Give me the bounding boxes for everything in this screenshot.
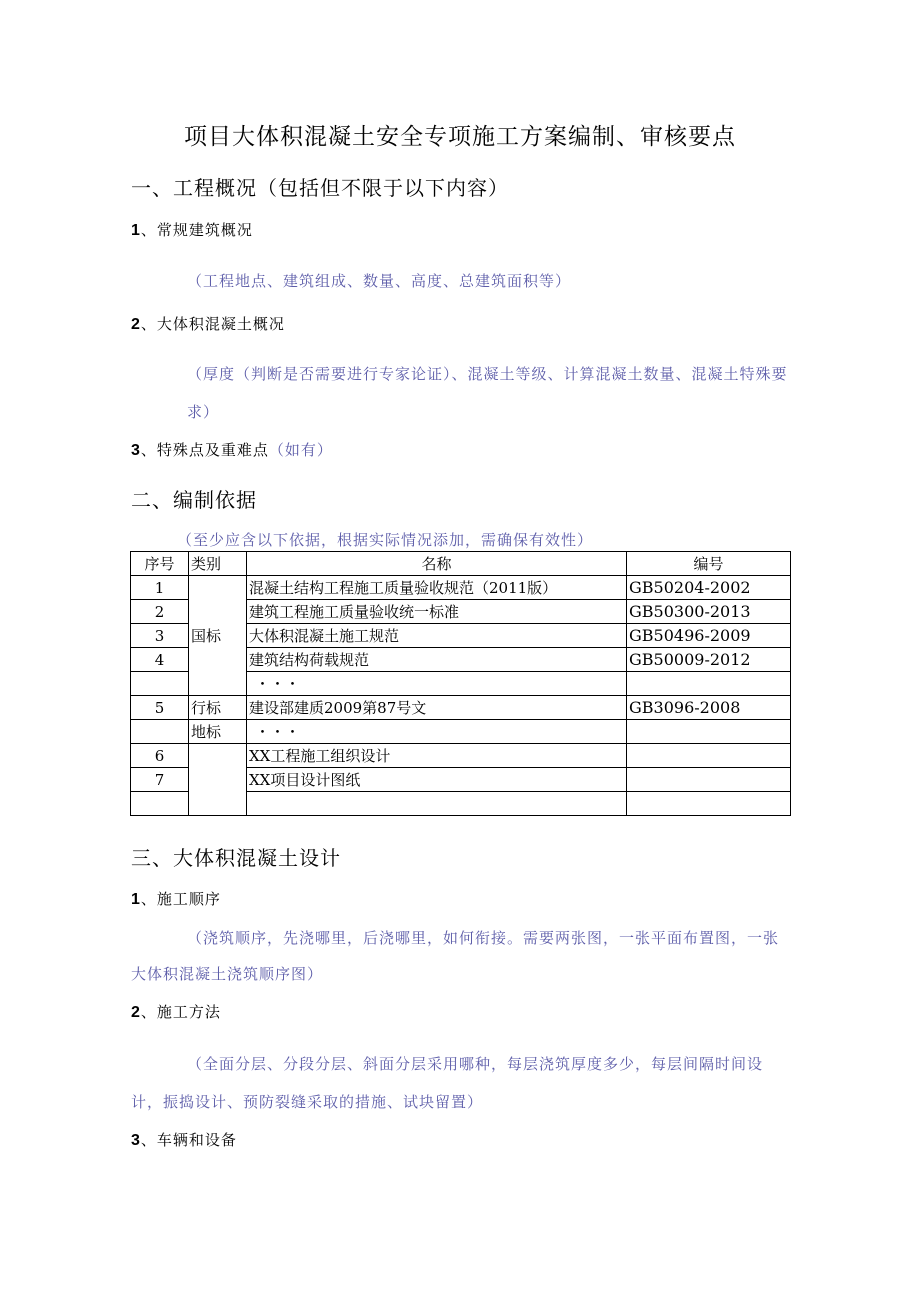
category-cell: 行标 (189, 696, 247, 720)
item-number: 2 (131, 316, 141, 333)
table-cell: GB50496-2009 (627, 624, 791, 648)
section-3-heading: 三、大体积混凝土设计 (131, 846, 341, 870)
section-3-item-2 (131, 1001, 221, 1022)
table-row (131, 696, 791, 720)
table-cell (131, 672, 189, 696)
item-label: 、大体积混凝土概况 (140, 315, 285, 333)
table-cell: GB50204-2002 (627, 576, 791, 600)
header-cell: 类别 (189, 552, 247, 576)
table-header-row (131, 552, 791, 576)
item-label: 、施工顺序 (140, 890, 221, 908)
table-cell (247, 792, 627, 816)
section-3-item-1 (131, 888, 221, 909)
section-1-item-2-note: （厚度（判断是否需要进行专家论证）、混凝土等级、计算混凝土数量、混凝土特殊要求） (187, 365, 788, 421)
section-3-item-2-note: （全面分层、分段分层、斜面分层采用哪种，每层浇筑厚度多少，每层间隔时间设计，振捣设计、预防裂缝采取的措施、试块留置） (131, 1055, 764, 1111)
table-cell: GB3096-2008 (627, 696, 791, 720)
table-cell: 建设部建质2009第87号文 (247, 696, 627, 720)
section-3-item-1-note: （浇筑顺序，先浇哪里，后浇哪里，如何衔接。需要两张图，一张平面布置图，一张大体积混凝土浇筑顺序图） (131, 929, 780, 983)
section-1-item-2 (131, 313, 285, 334)
table-cell: GB50009-2012 (627, 648, 791, 672)
table-cell (627, 744, 791, 768)
table-cell: GB50300-2013 (627, 600, 791, 624)
item-number: 1 (131, 891, 141, 908)
item-number: 3 (131, 1132, 141, 1149)
table-row (131, 744, 791, 768)
table-cell: 4 (131, 648, 189, 672)
table-row (131, 576, 791, 600)
table-cell (627, 672, 791, 696)
section-2-heading: 二、编制依据 (131, 488, 257, 512)
basis-table (130, 551, 791, 816)
table-cell (131, 720, 189, 744)
table-cell: ・・・ (247, 672, 627, 696)
table-cell: ・・・ (247, 720, 627, 744)
item-label: 、施工方法 (140, 1003, 221, 1021)
table-cell: 1 (131, 576, 189, 600)
table-cell: 7 (131, 768, 189, 792)
table-cell (627, 768, 791, 792)
section-1-heading: 一、工程概况（包括但不限于以下内容） (131, 176, 509, 200)
section-1-item-1 (131, 219, 253, 240)
table-cell: XX工程施工组织设计 (247, 744, 627, 768)
section-3-item-3 (131, 1129, 237, 1150)
item-number: 2 (131, 1004, 141, 1021)
table-cell: XX项目设计图纸 (247, 768, 627, 792)
table-row (131, 720, 791, 744)
item-label: 、车辆和设备 (140, 1131, 237, 1149)
header-cell: 序号 (131, 552, 189, 576)
table-cell (627, 720, 791, 744)
table-cell: 5 (131, 696, 189, 720)
section-1-item-3 (131, 439, 333, 460)
table-cell: 混凝土结构工程施工质量验收规范（2011版） (247, 576, 627, 600)
header-cell: 编号 (627, 552, 791, 576)
table-cell: 建筑工程施工质量验收统一标准 (247, 600, 627, 624)
table-cell (627, 792, 791, 816)
item-note: （如有） (268, 441, 333, 459)
section-2-note: （至少应含以下依据，根据实际情况添加，需确保有效性） (177, 531, 594, 549)
item-number: 1 (131, 222, 141, 239)
item-label: 、常规建筑概况 (140, 221, 253, 239)
item-label: 、特殊点及重难点 (140, 441, 269, 459)
header-cell: 名称 (247, 552, 627, 576)
table-cell: 6 (131, 744, 189, 768)
table-cell (131, 792, 189, 816)
item-number: 3 (131, 442, 141, 459)
section-1-item-1-note: （工程地点、建筑组成、数量、高度、总建筑面积等） (187, 272, 572, 290)
category-cell: 国标 (189, 576, 247, 696)
table-cell: 大体积混凝土施工规范 (247, 624, 627, 648)
table-cell: 2 (131, 600, 189, 624)
table-cell: 3 (131, 624, 189, 648)
table-cell: 建筑结构荷载规范 (247, 648, 627, 672)
document-title: 项目大体积混凝土安全专项施工方案编制、审核要点 (184, 124, 736, 150)
category-cell: 地标 (189, 720, 247, 744)
category-cell (189, 744, 247, 816)
